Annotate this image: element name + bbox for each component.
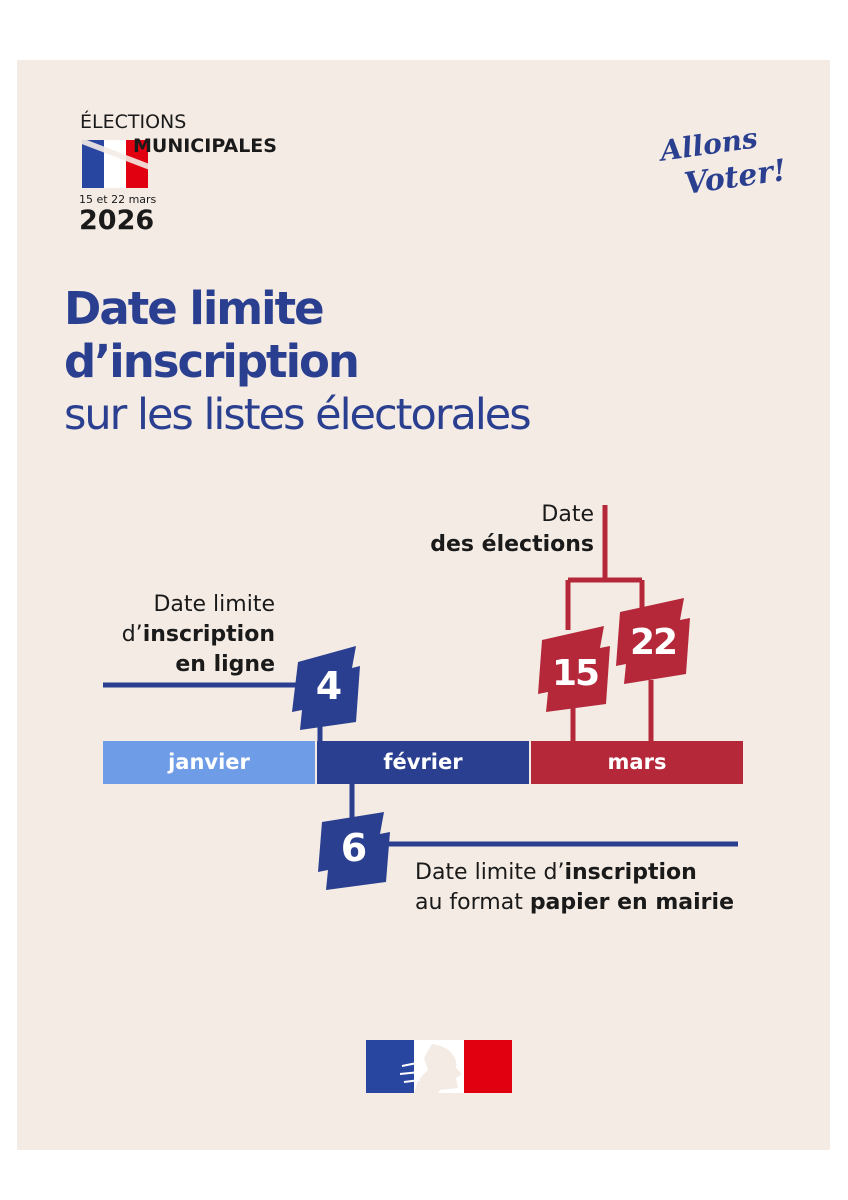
paper-deadline-label — [415, 858, 734, 918]
elections-label-line2 — [430, 530, 594, 560]
slogan-allons: Allons — [658, 121, 760, 168]
header-elections-label: ÉLECTIONS — [80, 111, 187, 133]
slogan-voter: Voter! — [682, 153, 789, 202]
online-label-line3 — [122, 650, 275, 680]
online-label-line2-plain: d’ — [121, 622, 143, 647]
month-label-march: mars — [607, 750, 667, 774]
elections-label — [430, 500, 594, 560]
paper-label-line2-plain: au format — [415, 890, 530, 915]
month-label-february: février — [383, 750, 463, 774]
paper-label-line2-bold: papier en mairie — [529, 890, 734, 915]
page-title-line3: sur les listes électorales — [64, 390, 530, 440]
paper-label-line1-plain: Date limite d’ — [415, 860, 565, 885]
paper-label-line2 — [415, 888, 734, 918]
online-label-line3-bold: en ligne — [175, 652, 275, 677]
day-22-number: 22 — [629, 622, 677, 663]
elections-label-line1: Date — [541, 502, 594, 527]
day-15-number: 15 — [551, 653, 599, 694]
elections-label-line2-bold: des élections — [430, 532, 594, 557]
online-label-line2-bold: inscription — [142, 622, 275, 647]
month-label-january: janvier — [168, 750, 250, 774]
page-title-line2: d’inscription — [64, 335, 358, 388]
header-municipales-label: MUNICIPALES — [133, 135, 277, 157]
republique-francaise-logo — [366, 1040, 512, 1093]
header-dates: 15 et 22 mars — [79, 193, 157, 206]
day-4-number: 4 — [315, 664, 343, 708]
day-6-number: 6 — [340, 826, 368, 870]
paper-label-line1 — [415, 858, 734, 888]
header-year: 2026 — [79, 205, 155, 236]
page-title-line1: Date limite — [64, 282, 323, 335]
paper-label-line1-bold: inscription — [564, 860, 697, 885]
online-label-line1: Date limite — [153, 592, 275, 617]
online-label-line2 — [122, 620, 275, 650]
online-deadline-label — [122, 590, 275, 680]
